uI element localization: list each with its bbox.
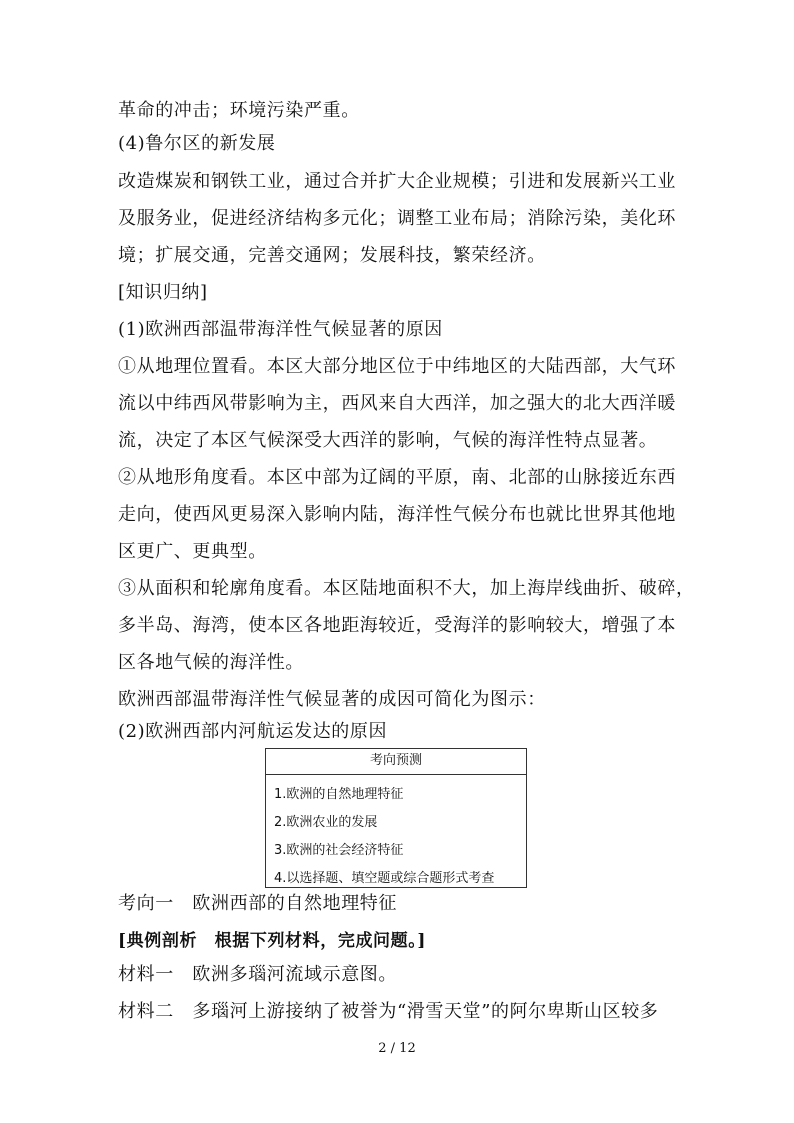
body-text-line: 及服务业，促进经济结构多元化；调整工业布局；消除污染，美化环 — [118, 208, 676, 229]
body-text-line: 区各地气候的海洋性。 — [118, 652, 304, 673]
body-text-line: ②从地形角度看。本区中部为辽阔的平原，南、北部的山脉接近东西 — [118, 467, 676, 488]
table-row: 4.以选择题、填空题或综合题形式考查 — [274, 871, 495, 886]
material-line: 材料一 欧洲多瑙河流域示意图。 — [118, 964, 397, 985]
body-text-line: 革命的冲击；环境污染严重。 — [118, 100, 360, 121]
section-heading: (1)欧洲西部温带海洋性气候显著的原因 — [118, 319, 443, 340]
body-text-line: 欧洲西部温带海洋性气候显著的成因可简化为图示： — [118, 689, 546, 710]
body-text-line: 流以中纬西风带影响为主，西风来自大西洋，加之强大的北大西洋暖 — [118, 393, 676, 414]
body-text-line: 境；扩展交通，完善交通网；发展科技，繁荣经济。 — [118, 245, 546, 266]
body-text-line: ③从面积和轮廓角度看。本区陆地面积不大，加上海岸线曲折、破碎， — [118, 578, 695, 599]
body-text-line: 改造煤炭和钢铁工业，通过合并扩大企业规模；引进和发展新兴工业 — [118, 171, 676, 192]
forecast-table — [265, 748, 527, 888]
example-analysis-heading: [典例剖析 根据下列材料，完成问题。] — [118, 931, 426, 951]
table-header: 考向预测 — [266, 749, 526, 775]
body-text-line: 多半岛、海湾，使本区各地距海较近，受海洋的影响较大，增强了本 — [118, 615, 676, 636]
body-text-line: 走向，使西风更易深入影响内陆，海洋性气候分布也就比世界其他地 — [118, 504, 676, 525]
body-text-line: 区更广、更典型。 — [118, 541, 267, 562]
table-row: 1.欧洲的自然地理特征 — [274, 787, 404, 802]
body-text-line: ①从地理位置看。本区大部分地区位于中纬地区的大陆西部，大气环 — [118, 356, 676, 377]
subsection-heading: 考向一 欧洲西部的自然地理特征 — [118, 893, 397, 914]
section-heading: (2)欧洲西部内河航运发达的原因 — [118, 721, 388, 742]
body-text-line: 流，决定了本区气候深受大西洋的影响，气候的海洋性特点显著。 — [118, 430, 658, 451]
section-heading: [知识归纳] — [118, 282, 208, 303]
material-line: 材料二 多瑙河上游接纳了被誉为“滑雪天堂”的阿尔卑斯山区较多 — [118, 1001, 659, 1022]
section-heading: (4)鲁尔区的新发展 — [118, 133, 276, 154]
page-number: 2 / 12 — [378, 1041, 416, 1056]
table-row: 3.欧洲的社会经济特征 — [274, 843, 404, 858]
table-row: 2.欧洲农业的发展 — [274, 815, 378, 830]
